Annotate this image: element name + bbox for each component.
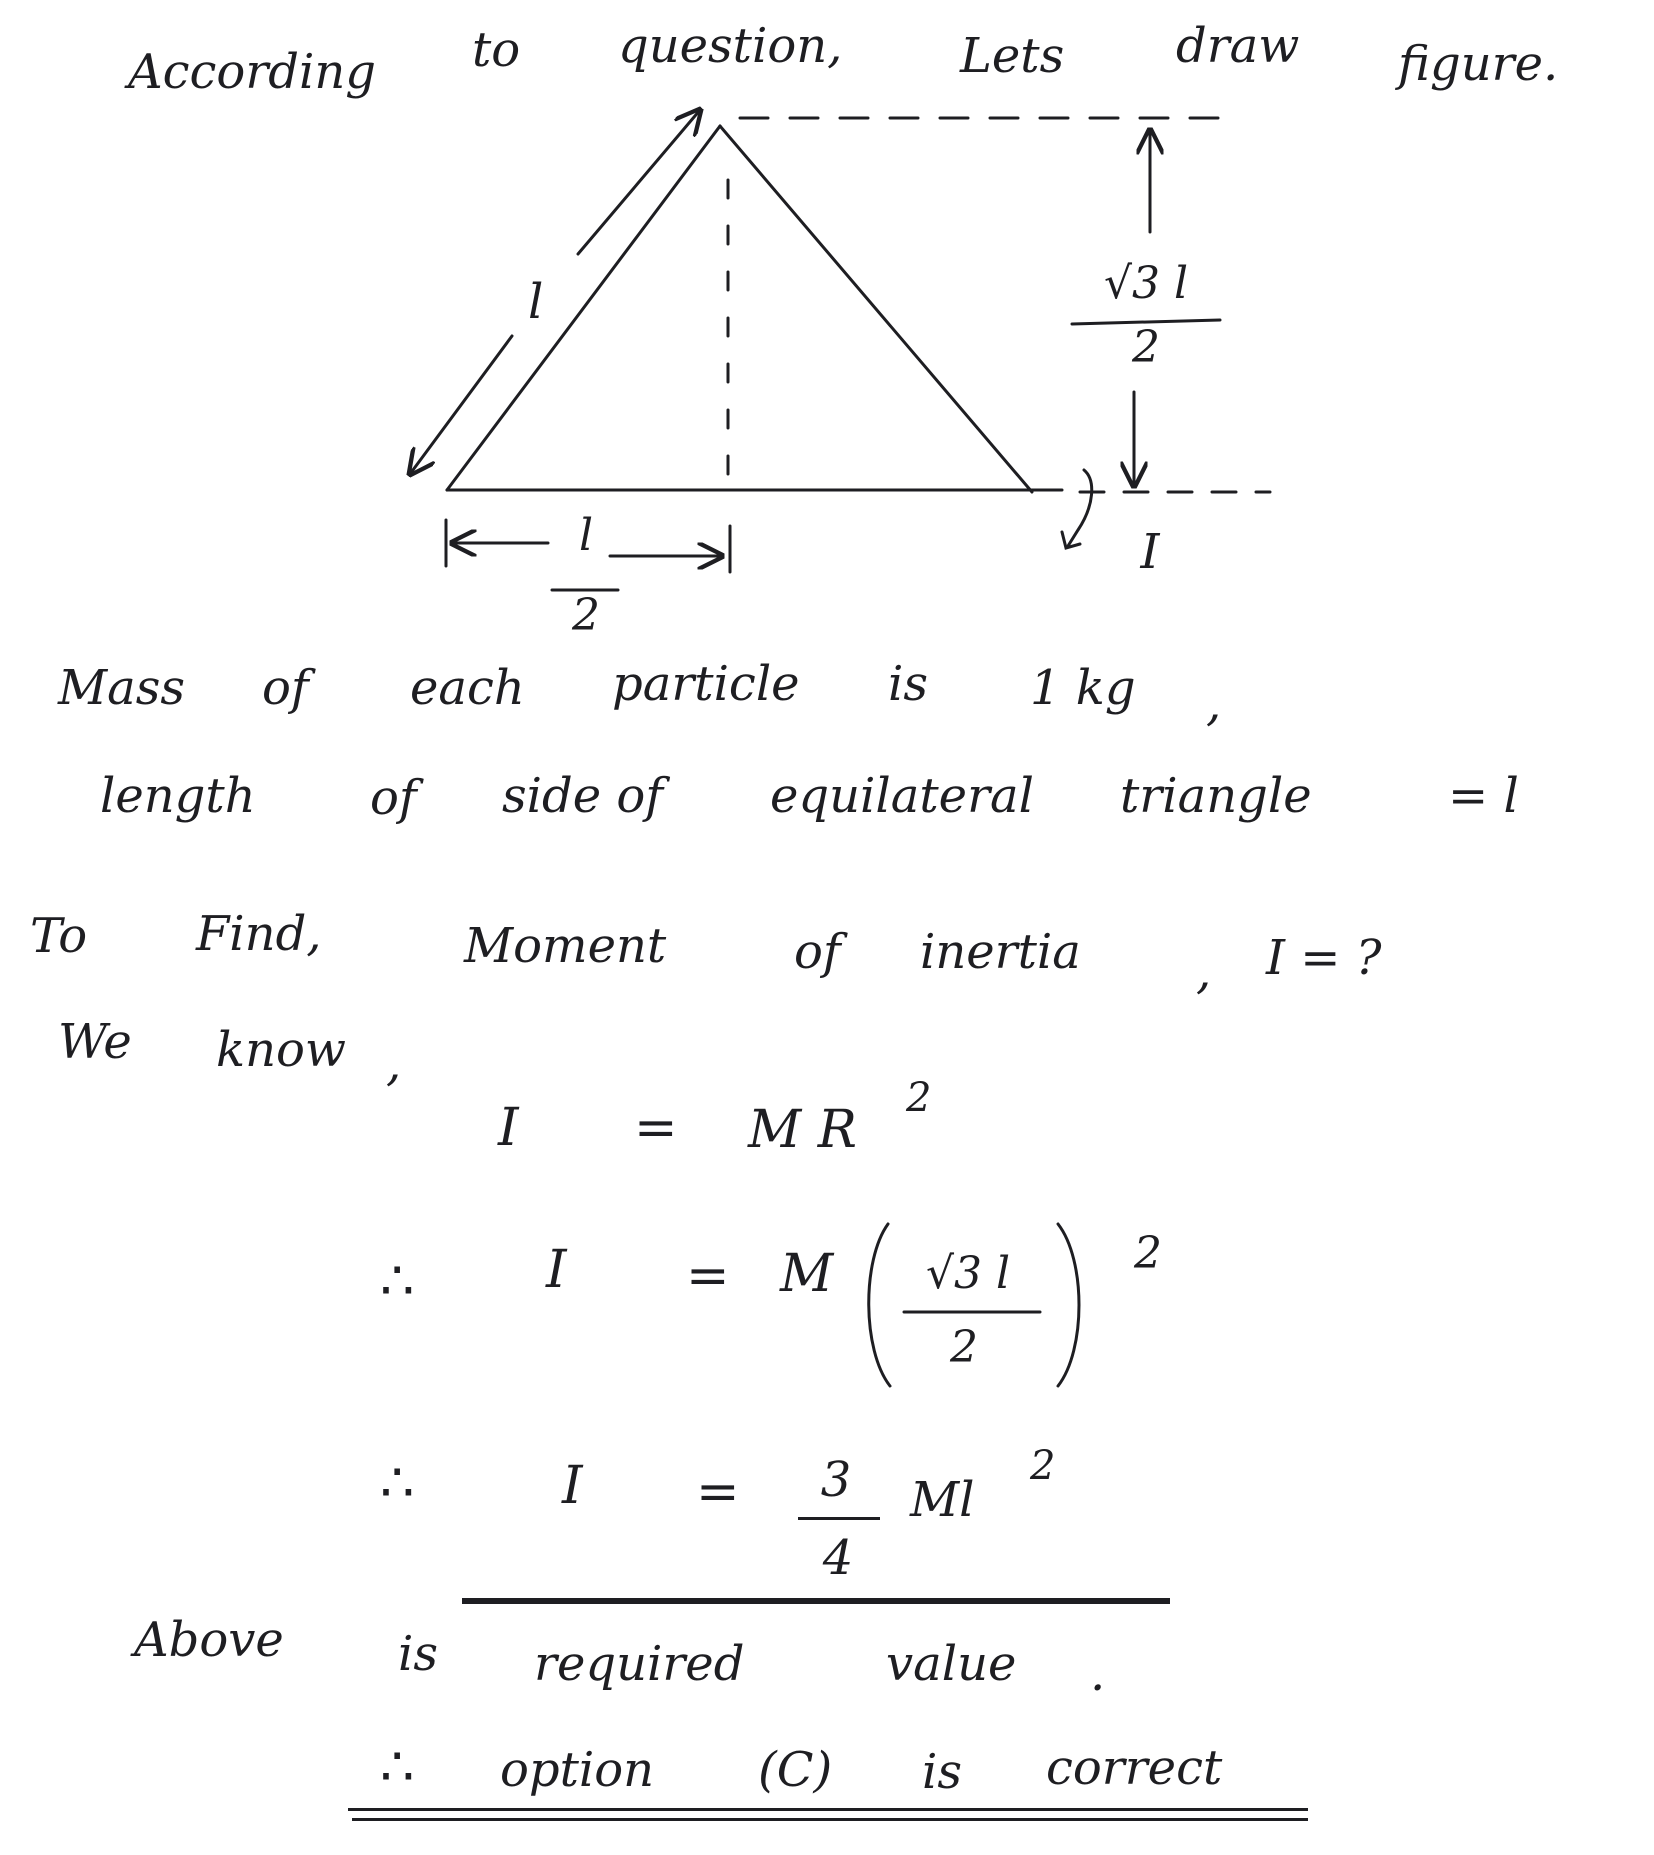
- answer-choice: (C): [758, 1742, 833, 1798]
- word-draw: draw: [1176, 18, 1300, 74]
- word-to-find-to: To: [30, 908, 88, 964]
- word-equilateral: equilateral: [770, 768, 1034, 824]
- word-each: each: [410, 660, 525, 716]
- word-we: We: [58, 1014, 132, 1070]
- therefore-symbol: ∴: [380, 1249, 415, 1312]
- answer-underline-top: [348, 1808, 1308, 1811]
- axis-label: I: [1140, 524, 1160, 580]
- word-to: to: [472, 22, 521, 78]
- know-comma: ,: [386, 1036, 402, 1092]
- eq2-mass: M: [780, 1244, 834, 1304]
- word-triangle: triangle: [1120, 768, 1312, 824]
- eq3-denominator: 4: [822, 1530, 854, 1586]
- answer-underline-bottom: [352, 1818, 1308, 1821]
- eq2-power: 2: [1134, 1228, 1162, 1279]
- eq2-lhs: I: [546, 1240, 567, 1300]
- word-mass: Mass: [58, 660, 186, 716]
- mass-value: 1 kg: [1030, 660, 1136, 716]
- result-underline: [462, 1598, 1170, 1604]
- word-inertia: inertia: [920, 924, 1081, 980]
- word-value: value: [886, 1636, 1017, 1692]
- word-of: of: [262, 660, 309, 716]
- eq1-equals: =: [634, 1098, 678, 1158]
- side-length-value: = l: [1448, 768, 1519, 824]
- eq1-rhs: M R: [748, 1100, 857, 1160]
- eq3-ml: Ml: [910, 1472, 975, 1528]
- word-know: know: [216, 1022, 346, 1078]
- half-base-numerator: l: [578, 510, 594, 561]
- eq3-lhs: I: [562, 1456, 583, 1516]
- word-side-of: side of: [502, 768, 664, 824]
- word-is: is: [888, 656, 928, 712]
- word-figure: figure.: [1398, 36, 1559, 92]
- word-find: Find,: [196, 906, 322, 962]
- find-comma: ,: [1196, 944, 1212, 1000]
- value-period: .: [1090, 1646, 1106, 1702]
- word-option: option: [500, 1742, 655, 1798]
- unknown-inertia: I = ?: [1266, 930, 1382, 986]
- word-correct: correct: [1046, 1740, 1223, 1796]
- word-is-3: is: [922, 1744, 962, 1800]
- eq2-denominator: 2: [950, 1322, 978, 1373]
- word-of-3: of: [794, 924, 841, 980]
- eq2-numerator: √3 l: [925, 1248, 1011, 1299]
- eq1-lhs: I: [498, 1098, 519, 1158]
- therefore-symbol-3: ∴: [380, 1735, 415, 1798]
- eq3-numerator: 3: [820, 1452, 852, 1508]
- word-is-2: is: [398, 1626, 438, 1682]
- eq1-power: 2: [906, 1075, 932, 1121]
- word-question: question,: [618, 18, 843, 74]
- word-of-2: of: [370, 770, 417, 826]
- side-length-label: l: [528, 274, 544, 330]
- word-length: length: [100, 768, 256, 824]
- eq3-fraction-bar: [798, 1517, 880, 1520]
- word-above: Above: [134, 1612, 284, 1668]
- height-numerator: √3 l: [1103, 258, 1189, 309]
- word-required: required: [534, 1636, 745, 1692]
- eq3-equals: =: [696, 1462, 740, 1522]
- word-according: According: [128, 44, 376, 100]
- word-moment: Moment: [464, 918, 667, 974]
- mass-comma: ,: [1206, 676, 1222, 732]
- eq3-power: 2: [1030, 1443, 1056, 1489]
- word-lets: Lets: [960, 28, 1065, 84]
- height-denominator: 2: [1132, 322, 1160, 373]
- half-base-denominator: 2: [572, 590, 600, 641]
- word-particle: particle: [612, 656, 800, 712]
- eq2-equals: =: [686, 1246, 730, 1306]
- therefore-symbol-2: ∴: [380, 1451, 415, 1514]
